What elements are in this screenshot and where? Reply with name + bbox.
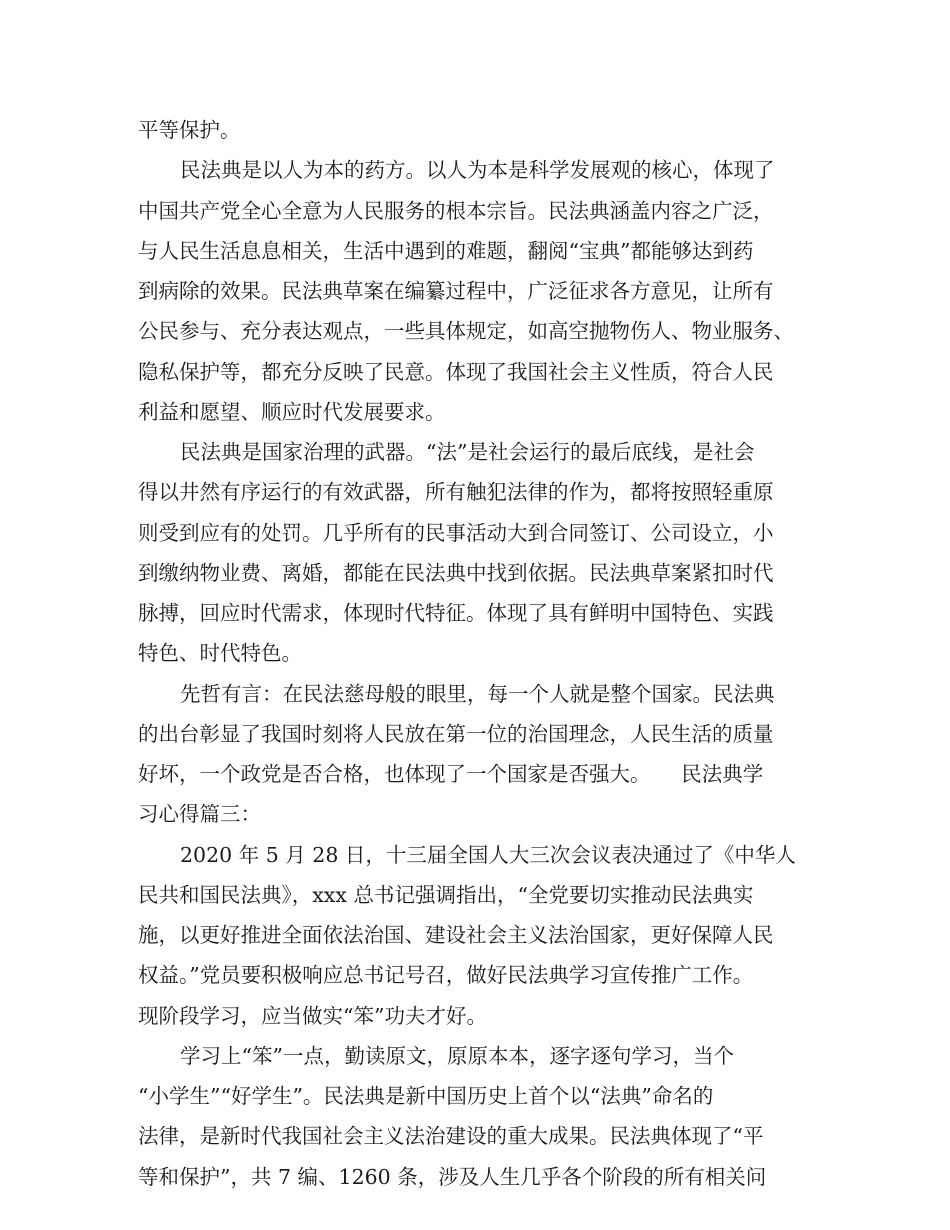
text-line: 隐私保护等，都充分反映了民意。体现了我国社会主义性质，符合人民 — [138, 359, 774, 384]
text-line: 得以井然有序运行的有效武器，所有触犯法律的作为，都将按照轻重原 — [138, 480, 774, 505]
text-line: 到病除的效果。民法典草案在编纂过程中，广泛征求各方意见，让所有 — [138, 279, 774, 303]
text-line: 等和保护”，共 7 编、1260 条，涉及人生几乎各个阶段的所有相关问 — [138, 1164, 767, 1189]
text-line: 法律，是新时代我国社会主义法治建设的重大成果。民法典体现了“平 — [138, 1124, 764, 1149]
text-line: 好坏，一个政党是否合格，也体现了一个国家是否强大。 民法典学 — [138, 762, 764, 786]
text-line: 利益和愿望、顺应时代发展要求。 — [138, 399, 446, 424]
text-line: 现阶段学习，应当做实“笨”功夫才好。 — [138, 1003, 487, 1028]
text-line: 的出台彰显了我国时刻将人民放在第一位的治国理念，人民生活的质量 — [138, 721, 774, 746]
text-line: 公民参与、充分表达观点，一些具体规定，如高空抛物伤人、物业服务、 — [138, 319, 794, 344]
text-line: 民法典是国家治理的武器。“法”是社会运行的最后底线，是社会 — [180, 440, 755, 464]
document-body — [138, 110, 828, 1197]
text-line: 民共和国民法典》，xxx 总书记强调指出，“全党要切实推动民法典实 — [138, 882, 754, 907]
text-line: 特色、时代特色。 — [138, 641, 302, 666]
text-line: 2020 年 5 月 28 日，十三届全国人大三次会议表决通过了《中华人 — [180, 842, 796, 867]
text-line: 与人民生活息息相关，生活中遇到的难题，翻阅“宝典”都能够达到药 — [138, 238, 754, 263]
text-line: 学习上“笨”一点，勤读原文，原原本本，逐字逐句学习，当个 — [180, 1043, 734, 1068]
text-line: 权益。”党员要积极响应总书记号召，做好民法典学习宣传推广工作。 — [138, 963, 754, 988]
text-line: 平等保护。 — [138, 118, 241, 142]
text-line: 中国共产党全心全意为人民服务的根本宗旨。民法典涵盖内容之广泛， — [138, 198, 774, 223]
text-line: “小学生”“好学生”。民法典是新中国历史上首个以“法典”命名的 — [138, 1084, 714, 1108]
text-line: 脉搏，回应时代需求，体现时代特征。体现了具有鲜明中国特色、实践 — [138, 601, 774, 625]
text-line: 先哲有言：在民法慈母般的眼里，每一个人就是整个国家。民法典 — [180, 681, 775, 706]
text-line: 习心得篇三： — [138, 802, 261, 827]
text-line: 则受到应有的处罚。几乎所有的民事活动大到合同签订、公司设立，小 — [138, 520, 774, 545]
text-line: 民法典是以人为本的药方。以人为本是科学发展观的核心，体现了 — [180, 158, 775, 183]
text-line: 施，以更好推进全面依法治国、建设社会主义法治国家，更好保障人民 — [138, 923, 774, 947]
text-line: 到缴纳物业费、离婚，都能在民法典中找到依据。民法典草案紧扣时代 — [138, 560, 774, 585]
